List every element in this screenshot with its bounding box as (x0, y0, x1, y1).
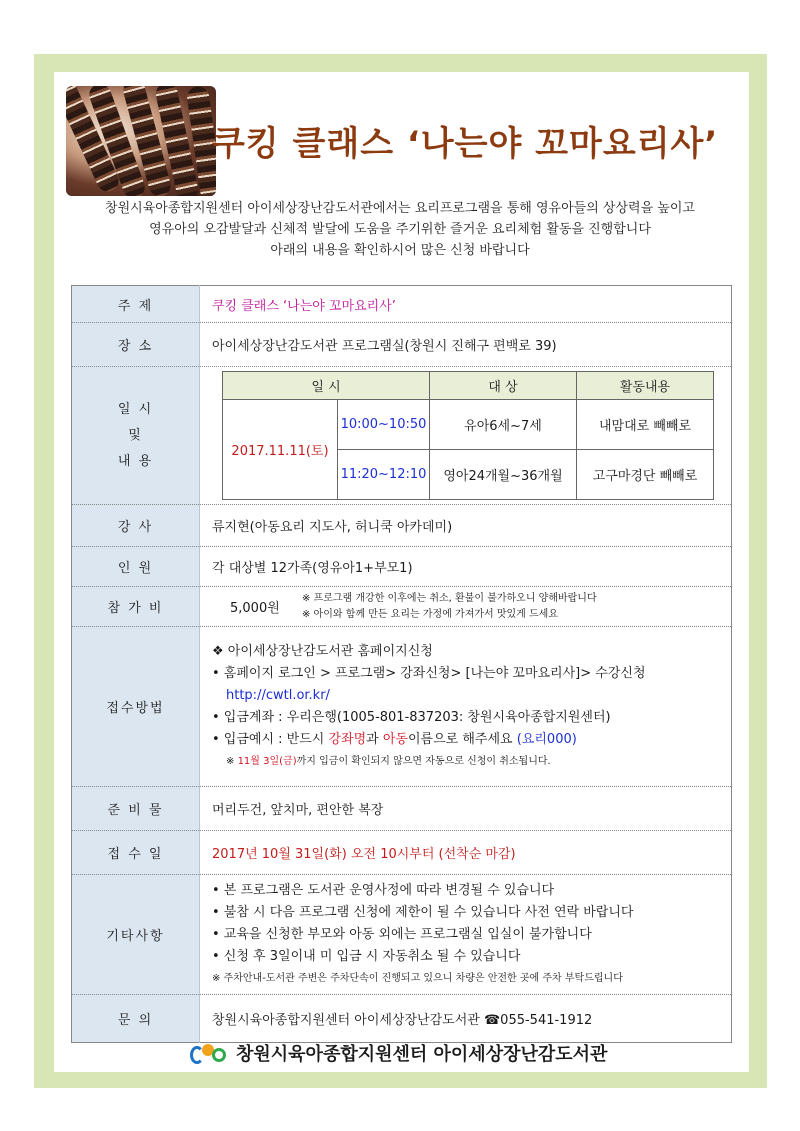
intro-text (40, 198, 760, 261)
center-logo-icon (190, 1040, 230, 1066)
text: 이름으로 해주세요 (408, 731, 517, 747)
apply-line: ❖ 아이세상장난감도서관 홈페이지신청 (212, 643, 433, 659)
schedule-header: 대 상 (430, 372, 577, 400)
fee-note: ※ 아이와 함께 만든 요리는 가정에 가져가서 맛있게 드세요 (302, 608, 558, 620)
row-label: 문 의 (72, 995, 200, 1043)
row-label: 기타사항 (72, 875, 200, 995)
schedule-activity: 고구마경단 빼빼로 (577, 450, 714, 500)
row-label: 준 비 물 (72, 787, 200, 831)
place-value: 아이세상장난감도서관 프로그램실(창원시 진해구 편백로 39) (200, 323, 732, 367)
apply-line: • 입금계좌 : 우리은행(1005-801-837203: 창원시육아종합지원센터) (212, 709, 611, 725)
cooking-photo (66, 86, 216, 196)
text: ※ (226, 755, 238, 767)
etc-cell (200, 875, 732, 995)
apply-cell (200, 627, 732, 787)
etc-item: • 불참 시 다음 프로그램 신청에 제한이 될 수 있습니다 사전 연락 바랍니다 (212, 904, 634, 920)
apply-line: • 홈페이지 로그인 > 프로그램> 강좌신청> [나는야 꼬마요리사]> 수강신청 (212, 665, 646, 681)
etc-note: ※ 주차안내-도서관 주변은 주차단속이 진행되고 있으니 차량은 안전한 곳에 주차 부탁드립니다 (212, 972, 623, 984)
topic-value: 쿠킹 클래스 ‘나는야 꼬마요리사’ (200, 286, 732, 323)
page-title: 쿠킹 클래스 ‘나는야 꼬마요리사’ (212, 124, 719, 164)
row-label: 접 수 일 (72, 831, 200, 875)
row-label (72, 367, 200, 505)
row-label: 참 가 비 (72, 587, 200, 627)
schedule-header-row (223, 372, 714, 400)
apply-line (212, 729, 719, 751)
footer-org-name: 창원시육아종합지원센터 아이세상장난감도서관 (236, 1044, 608, 1065)
contact-value: 창원시육아종합지원센터 아이세상장난감도서관 ☎055-541-1912 (200, 995, 732, 1043)
intro-line: 아래의 내용을 확인하시어 많은 신청 바랍니다 (270, 243, 530, 258)
schedule-activity: 내맘대로 빼빼로 (577, 400, 714, 450)
info-table (71, 285, 732, 1043)
receipt-value: 2017년 10월 31일(화) 오전 10시부터 (선착순 마감) (200, 831, 732, 875)
row-schedule (72, 367, 732, 505)
intro-line: 창원시육아종합지원센터 아이세상장난감도서관에서는 요리프로그램을 통해 영유아들의 상상력을 높이고 (105, 201, 695, 216)
row-fee (72, 587, 732, 627)
etc-item: • 신청 후 3일이내 미 입금 시 자동취소 될 수 있습니다 (212, 948, 521, 964)
row-label: 장 소 (72, 323, 200, 367)
text: 11월 3일(금) (237, 755, 297, 767)
fee-cell (200, 587, 732, 627)
schedule-time: 11:20~12:10 (338, 450, 430, 500)
label-line: 내 용 (117, 453, 154, 469)
schedule-date: 2017.11.11(토) (223, 400, 338, 500)
row-label: 접수방법 (72, 627, 200, 787)
row-label: 인 원 (72, 547, 200, 587)
footer (190, 1040, 607, 1066)
schedule-row (223, 400, 714, 450)
text: 아동 (382, 731, 408, 747)
row-prepare (72, 787, 732, 831)
schedule-table (222, 371, 714, 500)
prepare-value: 머리두건, 앞치마, 편안한 복장 (200, 787, 732, 831)
intro-line: 영유아의 오감발달과 신체적 발달에 도움을 주기위한 즐거운 요리체험 활동을 진행합니다 (149, 222, 651, 237)
row-label: 강 사 (72, 505, 200, 547)
row-label: 주 제 (72, 286, 200, 323)
schedule-header: 일 시 (223, 372, 430, 400)
schedule-target: 유아6세~7세 (430, 400, 577, 450)
row-capacity (72, 547, 732, 587)
instructor-value: 류지현(아동요리 지도사, 허니쿡 아카데미) (200, 505, 732, 547)
schedule-target: 영아24개월~36개월 (430, 450, 577, 500)
row-etc (72, 875, 732, 995)
label-line: 및 (128, 427, 143, 443)
text: 강좌명 (328, 731, 367, 747)
row-instructor (72, 505, 732, 547)
row-contact (72, 995, 732, 1043)
text: • 입금예시 : 반드시 (212, 731, 329, 747)
text: 까지 입금이 확인되지 않으면 자동으로 신청이 취소됩니다. (296, 755, 551, 767)
apply-note (212, 751, 719, 773)
schedule-time: 10:00~10:50 (338, 400, 430, 450)
row-apply (72, 627, 732, 787)
etc-item: • 본 프로그램은 도서관 운영사정에 따라 변경될 수 있습니다 (212, 882, 555, 898)
capacity-value: 각 대상별 12가족(영유아1+부모1) (200, 547, 732, 587)
row-topic (72, 286, 732, 323)
homepage-link[interactable]: http://cwtl.or.kr/ (226, 687, 330, 703)
fee-value: 5,000원 (230, 601, 280, 616)
row-receipt (72, 831, 732, 875)
row-place (72, 323, 732, 367)
schedule-header: 활동내용 (577, 372, 714, 400)
etc-item: • 교육을 신청한 부모와 아동 외에는 프로그램실 입실이 불가합니다 (212, 926, 592, 942)
fee-note: ※ 프로그램 개강한 이후에는 취소, 환불이 불가하오니 양해바랍니다 (302, 592, 597, 604)
text: 과 (366, 731, 383, 747)
schedule-cell (200, 367, 732, 505)
text: (요리000) (516, 731, 577, 747)
label-line: 일 시 (117, 401, 154, 417)
